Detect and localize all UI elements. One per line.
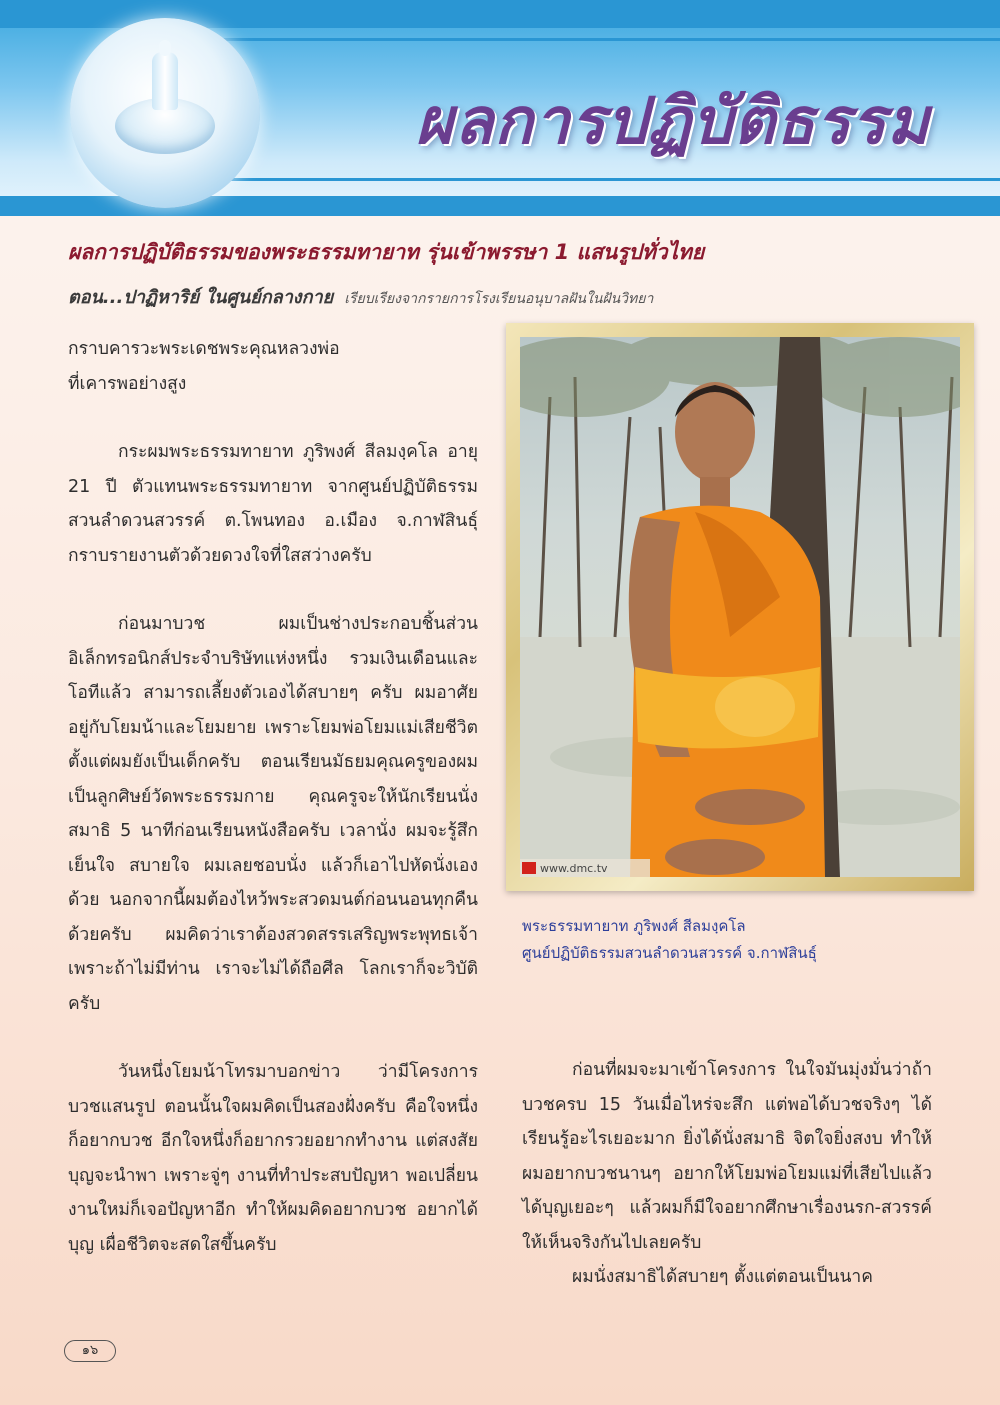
left-column bbox=[68, 332, 478, 1262]
page-title: ผลการปฏิบัติธรรม bbox=[415, 85, 930, 159]
article-title: ผลการปฏิบัติธรรมของพระธรรมทายาท รุ่นเข้าพรรษา 1 แสนรูปทั่วไทย bbox=[68, 240, 705, 264]
paragraph-before-ordination: ก่อนมาบวช ผมเป็นช่างประกอบชิ้นส่วนอิเล็กทรอนิกส์ประจำบริษัทแห่งหนึ่ง รวมเงินเดือนและโอทีแล้ว สามารถเลี้ยงตัวเองได้สบายๆ ครับ ผมอาศัยอยู่กับโยมน้าและโยมยาย เพราะโยมพ่อโยมแม่เสียชีวิตตั้งแต่ผมยังเป็นเด็กครับ ตอนเรียนมัธยมคุณครูของผมเป็นลูกศิษย์วัดพระธรรมกาย คุณครูจะให้นักเรียนนั่งสมาธิ 5 นาทีก่อนเรียนหนังสือครับ เวลานั่ง ผมจะรู้สึกเย็นใจ สบายใจ ผมเลยชอบนั่ง แล้วก็เอาไปหัดนั่งเองด้วย นอกจากนี้ผมต้องไหว้พระสวดมนต์ก่อนนอนทุกคืนด้วยครับ ผมคิดว่าเราต้องสวดสรรเสริญพระพุทธเจ้า เพราะถ้าไม่มีท่าน เราจะไม่ได้ถือศีล โลกเราก็จะวิบัติครับ bbox=[68, 614, 478, 1014]
photo-frame bbox=[506, 323, 974, 891]
header-rule-top bbox=[220, 38, 1000, 41]
greeting-line-2: ที่เคารพอย่างสูง bbox=[68, 373, 187, 394]
episode-title: ตอน...ปาฏิหาริย์ ในศูนย์กลางกาย bbox=[68, 287, 334, 308]
paragraph-before-project: ก่อนที่ผมจะมาเข้าโครงการ ในใจมันมุ่งมั่นว่าถ้าบวชครบ 15 วันเมื่อไหร่จะสึก แต่พอได้บวชจริงๆ ได้เรียนรู้อะไรเยอะมาก ยิ่งได้นั่งสมาธิ จิตใจยิ่งสงบ ทำให้ผมอยากบวชนานๆ อยากให้โยมพ่อโยมแม่ที่เสียไปแล้วได้บุญเยอะๆ แล้วผมก็มีใจอยากศึกษาเรื่องนรก-สวรรค์ ให้เห็นจริงกันไปเลยครับ bbox=[522, 1060, 932, 1253]
header-rule-bottom bbox=[220, 178, 1000, 181]
crystal-emblem-icon bbox=[70, 18, 260, 208]
paragraph-meditation: ผมนั่งสมาธิได้สบายๆ ตั้งแต่ตอนเป็นนาค bbox=[572, 1267, 873, 1287]
greeting bbox=[68, 332, 478, 401]
monk-photo bbox=[520, 337, 960, 877]
emblem-tip bbox=[159, 40, 171, 56]
paragraph-project-news: วันหนึ่งโยมน้าโทรมาบอกข่าว ว่ามีโครงการบวชแสนรูป ตอนนั้นใจผมคิดเป็นสองฝั่งครับ คือใจหนึ่งก็อยากบวช อีกใจหนึ่งก็อยากรวยอยากทำงาน แต่สงสัยบุญจะนำพา เพราะจู่ๆ งานที่ทำประสบปัญหา พอเปลี่ยนงานใหม่ก็เจอปัญหาอีก ทำให้ผมคิดอยากบวช อยากได้บุญ เผื่อชีวิตจะสดใสขึ้นครับ bbox=[68, 1062, 478, 1255]
monk-illustration bbox=[520, 337, 960, 877]
photo-watermark: www.dmc.tv bbox=[540, 862, 608, 875]
right-column bbox=[522, 1053, 932, 1295]
article-credit: เรียบเรียงจากรายการโรงเรียนอนุบาลฝันในฝันวิทยา bbox=[344, 291, 654, 307]
page-header bbox=[0, 0, 1000, 216]
article-subtitle bbox=[68, 282, 653, 311]
caption-center: ศูนย์ปฏิบัติธรรมสวนลำดวนสวรรค์ จ.กาฬสินธุ์ bbox=[522, 944, 817, 962]
greeting-line-1: กราบคารวะพระเดชพระคุณหลวงพ่อ bbox=[68, 339, 340, 359]
paragraph-intro: กระผมพระธรรมทายาท ภูริพงศ์ สีลมงฺคโล อายุ 21 ปี ตัวแทนพระธรรมทายาท จากศูนย์ปฏิบัติธรรมสวนลำดวนสวรรค์ ต.โพนทอง อ.เมือง จ.กาฬสินธุ์ กราบรายงานตัวด้วยดวงใจที่ใสสว่างครับ bbox=[68, 442, 478, 566]
caption-name: พระธรรมทายาท ภูริพงศ์ สีลมงฺคโล bbox=[522, 917, 746, 935]
photo-caption bbox=[522, 913, 817, 967]
page-number: ๑๖ bbox=[64, 1340, 116, 1362]
emblem-stem bbox=[152, 52, 178, 110]
